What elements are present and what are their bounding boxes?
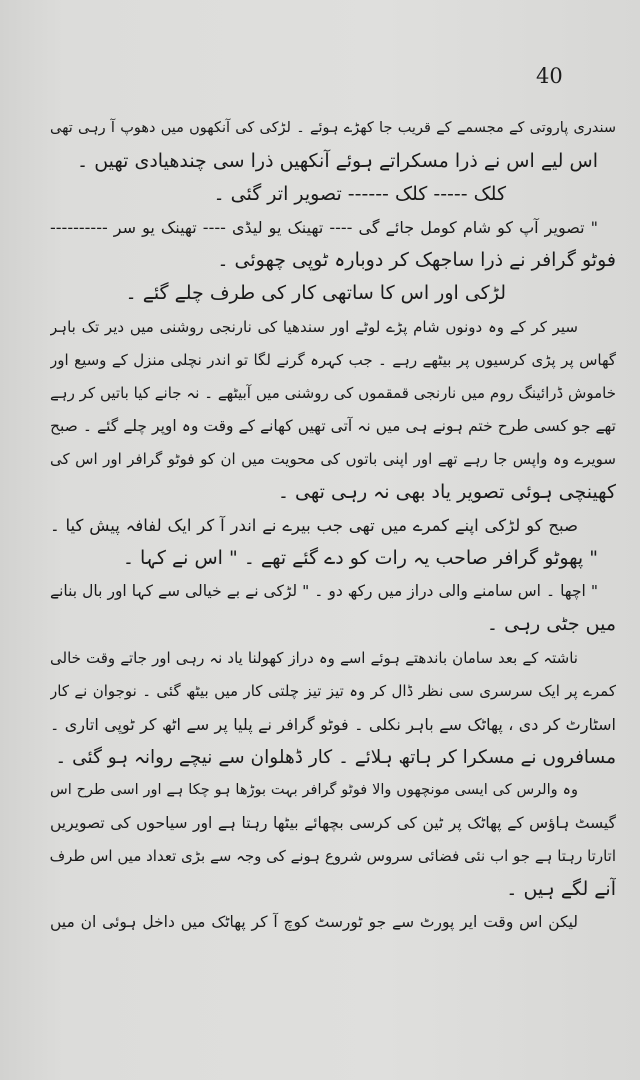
text-line: فوٹو گرافر نے ذرا ساجھک کر دوبارہ ٹوپی چھوئی ۔	[217, 249, 616, 272]
text-line: کھینچی ہوئی تصویر یاد بھی نہ رہی تھی ۔	[277, 481, 616, 504]
text-line: صبح کو لڑکی اپنے کمرے میں تھی جب بیرے نے اندر آ کر ایک لفافہ پیش کیا ۔	[50, 516, 578, 536]
text-line: لڑکی اور اس کا ساتھی کار کی طرف چلے گئے ۔	[125, 282, 506, 305]
text-line: " اچھا ۔ اس سامنے والی دراز میں رکھ دو ۔ " لڑکی نے بے خیالی سے کہا اور بال بنانے	[50, 582, 598, 601]
text-line: ناشتہ کے بعد سامان باندھتے ہوئے اسے وہ دراز کھولنا یاد نہ رہی اور جاتے وقت خالی	[50, 648, 578, 667]
text-line: گھاس پر پڑی کرسیوں پر بیٹھے رہے ۔ جب کہرہ گرنے لگا تو اندر نچلی منزل کے وسیع اور	[50, 350, 616, 369]
text-line: اتارتا رہتا ہے جو اب نئی فضائی سروس شروع ہونے کی وجہ سے بڑی تعداد میں اس طرف	[50, 847, 616, 866]
text-line: اسٹارٹ کر دی ، پھاٹک سے باہر نکلی ۔ فوٹو گرافر نے پلیا پر سے اٹھ کر ٹوپی اتاری ۔	[50, 714, 616, 734]
page-number: 40	[536, 64, 563, 88]
text-line: گیسٹ ہاؤس کے پھاٹک پر ٹین کی کرسی بچھائے بیٹھا رہتا ہے اور سیاحوں کی تصویریں	[50, 813, 616, 832]
text-line: خاموش ڈرائینگ روم میں نارنجی قمقموں کی روشنی میں آبیٹھے ۔ نہ جانے کیا باتیں کر رہے	[50, 383, 616, 402]
text-line: تھے جو کسی طرح ختم ہونے ہی میں نہ آتی تھیں کھانے کے وقت وہ اوپر چلے گئے ۔ صبح	[50, 416, 616, 435]
text-line: آنے لگے ہیں ۔	[506, 878, 616, 901]
text-line: سویرے وہ واپس جا رہے تھے اور اپنی باتوں کی محویت میں ان کو فوٹو گرافر اور اس کی	[50, 449, 616, 468]
text-line: کمرے پر ایک سرسری سی نظر ڈال کر وہ تیز تیز چلتی کار میں بیٹھ گئی ۔ نوجوان نے کار	[50, 681, 616, 700]
text-line: " پھوٹو گرافر صاحب یہ رات کو دے گئے تھے ۔ " اس نے کہا ۔	[122, 547, 598, 570]
text-line: کلک ----- کلک ------ تصویر اتر گئی ۔	[213, 183, 506, 206]
text-line: میں جٹی رہی ۔	[486, 613, 616, 636]
text-line: اس لیے اس نے ذرا مسکراتے ہوئے آنکھیں ذرا سی چندھیادی تھیں ۔	[77, 150, 598, 173]
text-line: مسافروں نے مسکرا کر ہاتھ ہلائے ۔ کار ڈھلوان سے نیچے روانہ ہو گئی ۔	[55, 746, 616, 768]
text-line: سیر کر کے وہ دونوں شام پڑے لوٹے اور سندھیا کی نارنجی روشنی میں دیر تک باہر	[50, 317, 578, 336]
text-line: " تصویر آپ کو شام کومل جائے گی ---- تھینک یو لیڈی ---- تھینک یو سر ----------	[50, 218, 598, 238]
text-line: وہ والرس کی ایسی مونچھوں والا فوٹو گرافر بہت بوڑھا ہو چکا ہے اور اسی طرح اس	[50, 781, 578, 798]
body-text	[50, 112, 616, 939]
text-line: لیکن اس وقت ایر پورٹ سے جو ٹورسٹ کوچ آ کر پھاٹک میں داخل ہوئی ان میں	[50, 913, 578, 932]
text-line: سندری پاروتی کے مجسمے کے قریب جا کھڑے ہوئے ۔ لڑکی کی آنکھوں میں دھوپ آ رہی تھی	[50, 120, 616, 136]
